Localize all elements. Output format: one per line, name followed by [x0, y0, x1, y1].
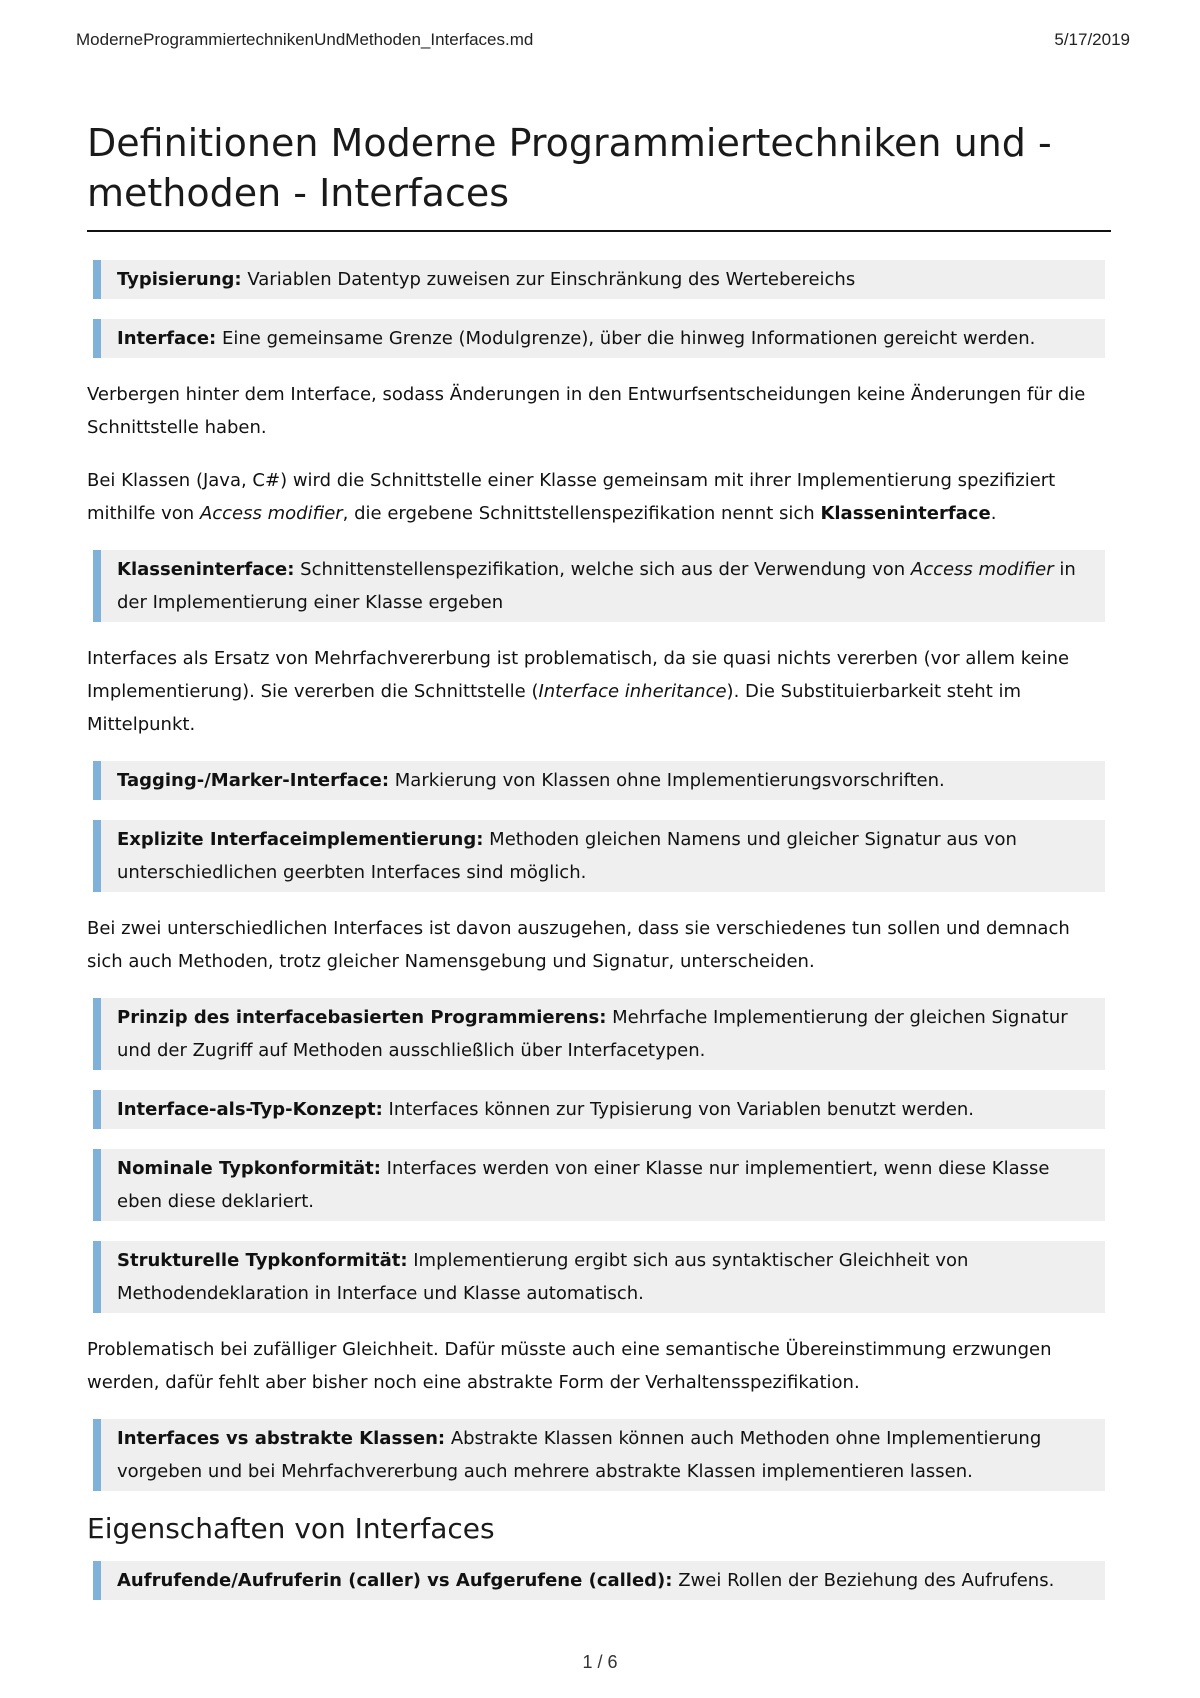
text-run: , die ergebene Schnittstellenspezifikation nennt sich — [342, 503, 821, 524]
emphasis-access-modifier: Access modifier — [910, 559, 1054, 580]
definition-term: Tagging-/Marker-Interface: — [117, 770, 390, 791]
text-run: Bei Klassen (Java, C#) wird die Schnittstelle einer Klasse gemeinsam mit ihrer Implementierung spezifiziert mithilfe von — [87, 470, 1056, 524]
definition-tagging-interface — [93, 761, 1105, 800]
page-number: 1 / 6 — [582, 1652, 618, 1672]
definition-text: Interfaces werden von einer Klasse nur implementiert, wenn diese Klasse eben diese deklariert. — [117, 1158, 1050, 1212]
definition-text: Markierung von Klassen ohne Implementierungsvorschriften. — [389, 770, 945, 791]
strong-klasseninterface: Klasseninterface — [820, 503, 991, 524]
paragraph-problematisch: Problematisch bei zufälliger Gleichheit. Dafür müsste auch eine semantische Übereinstimmung erzwungen werden, dafür fehlt aber bisher noch eine abstrakte Form der Verhaltensspezifikation. — [87, 1339, 1052, 1393]
definition-term: Prinzip des interfacebasierten Programmierens: — [117, 1007, 607, 1028]
definition-caller-called — [93, 1561, 1105, 1600]
text-run: ). Die Substituierbarkeit steht im Mittelpunkt. — [87, 681, 1022, 735]
paragraph-klassen — [87, 464, 1111, 530]
definition-text: Eine gemeinsame Grenze (Modulgrenze), über die hinweg Informationen gereicht werden. — [216, 328, 1036, 349]
definition-term: Interface: — [117, 328, 217, 349]
definition-typisierung — [93, 260, 1105, 299]
definition-nominale-typkonformitaet — [93, 1149, 1105, 1221]
definition-interface — [93, 319, 1105, 358]
emphasis-access-modifier: Access modifier — [199, 503, 343, 524]
definition-klasseninterface — [93, 550, 1105, 622]
definition-text: Zwei Rollen der Beziehung des Aufrufens. — [672, 1570, 1055, 1591]
definition-term: Aufrufende/Aufruferin (caller) vs Aufgerufene (called): — [117, 1570, 673, 1591]
paragraph-mehrfachvererbung — [87, 642, 1111, 741]
definition-term: Strukturelle Typkonformität: — [117, 1250, 408, 1271]
text-run: . — [990, 503, 997, 524]
definition-text: Interfaces können zur Typisierung von Variablen benutzt werden. — [382, 1099, 975, 1120]
definition-text: Methoden gleichen Namens und gleicher Signatur aus von unterschiedlichen geerbten Interfaces sind möglich. — [117, 829, 1017, 883]
definition-interfaces-vs-abstrakte-klassen — [93, 1419, 1105, 1491]
definition-term: Nominale Typkonformität: — [117, 1158, 381, 1179]
header-date: 5/17/2019 — [1054, 30, 1130, 49]
paragraph-zwei-interfaces: Bei zwei unterschiedlichen Interfaces ist davon auszugehen, dass sie verschiedenes tun sollen und demnach sich auch Methoden, trotz gleicher Namensgebung und Signatur, unterscheiden. — [87, 918, 1070, 972]
definition-term: Interfaces vs abstrakte Klassen: — [117, 1428, 446, 1449]
definition-text: in der Implementierung einer Klasse ergeben — [117, 559, 1076, 613]
definition-text: Variablen Datentyp zuweisen zur Einschränkung des Wertebereichs — [241, 269, 856, 290]
definition-term: Interface-als-Typ-Konzept: — [117, 1099, 383, 1120]
title-line-1: Definitionen Moderne Programmiertechniken und - — [87, 121, 1052, 165]
paragraph-verbergen: Verbergen hinter dem Interface, sodass Änderungen in den Entwurfsentscheidungen keine Änderungen für die Schnittstelle haben. — [87, 384, 1086, 438]
page-title — [87, 118, 1111, 232]
definition-text: Schnittenstellenspezifikation, welche sich aus der Verwendung von — [294, 559, 911, 580]
print-header — [76, 30, 1130, 50]
document-body — [87, 118, 1111, 1620]
definition-explizite-implementierung — [93, 820, 1105, 892]
section-heading-eigenschaften: Eigenschaften von Interfaces — [87, 1512, 495, 1545]
header-filename: ModerneProgrammiertechnikenUndMethoden_Interfaces.md — [76, 30, 534, 49]
definition-text: Implementierung ergibt sich aus syntaktischer Gleichheit von Methodendeklaration in Interface und Klasse automatisch. — [117, 1250, 969, 1304]
definition-strukturelle-typkonformitaet — [93, 1241, 1105, 1313]
definition-term: Explizite Interfaceimplementierung: — [117, 829, 484, 850]
definition-text: Abstrakte Klassen können auch Methoden ohne Implementierung vorgeben und bei Mehrfachvererbung auch mehrere abstrakte Klassen implementieren lassen. — [117, 1428, 1042, 1482]
definition-term: Klasseninterface: — [117, 559, 295, 580]
text-run: Interfaces als Ersatz von Mehrfachvererbung ist problematisch, da sie quasi nichts vererben (vor allem keine Implementierung). Sie vererben die Schnittstelle ( — [87, 648, 1070, 702]
definition-interface-als-typ — [93, 1090, 1105, 1129]
emphasis-interface-inheritance: Interface inheritance — [538, 681, 727, 702]
title-line-2: methoden - Interfaces — [87, 171, 510, 215]
definition-text: Mehrfache Implementierung der gleichen Signatur und der Zugriff auf Methoden ausschließlich über Interfacetypen. — [117, 1007, 1068, 1061]
definition-prinzip — [93, 998, 1105, 1070]
definition-term: Typisierung: — [117, 269, 242, 290]
